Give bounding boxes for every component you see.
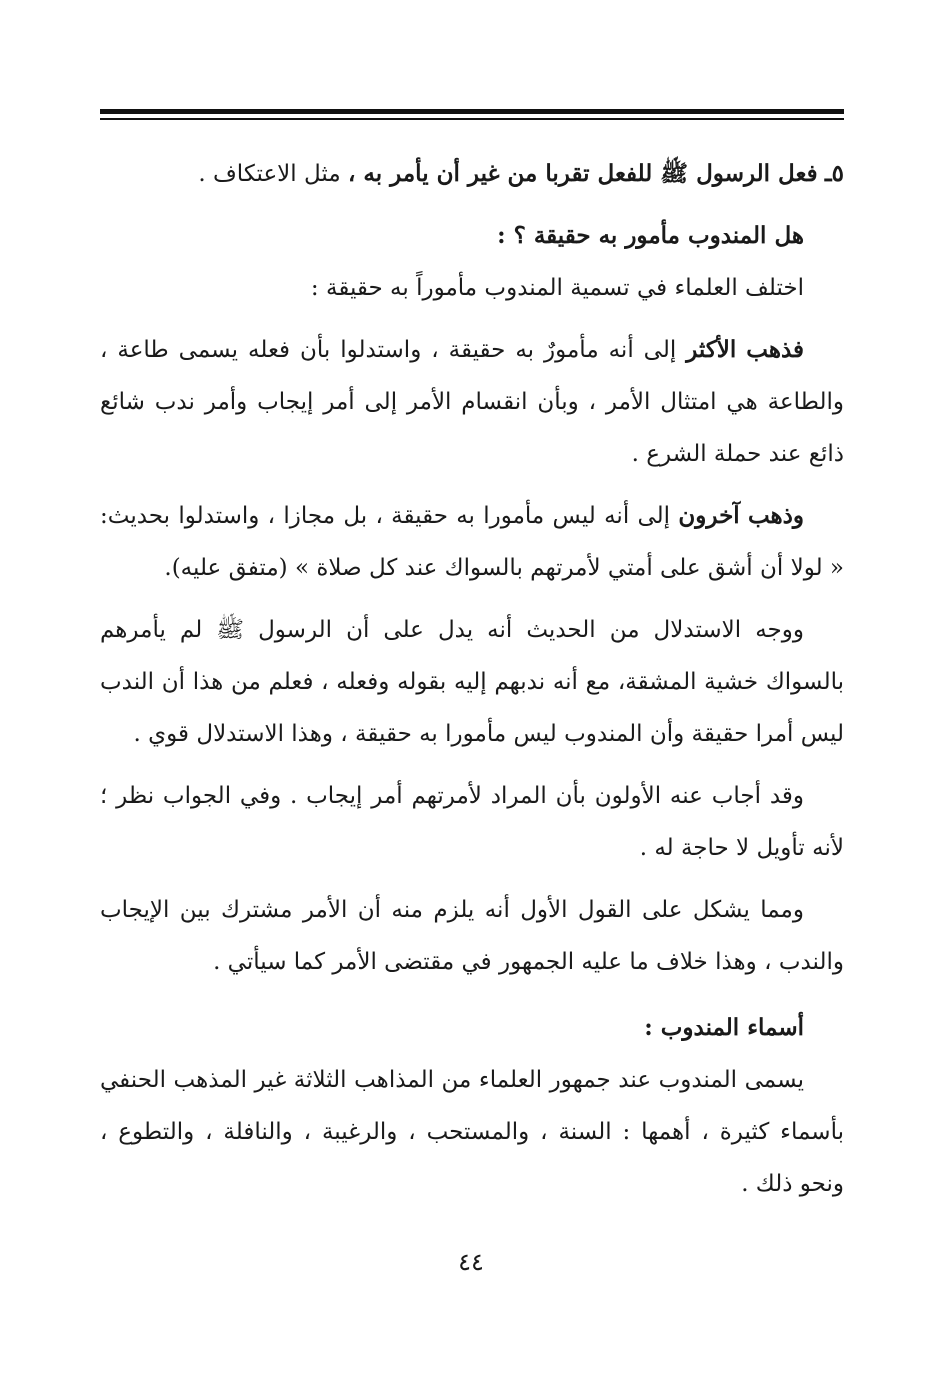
paragraph-others-view	[100, 490, 844, 594]
paragraph-reply: وقد أجاب عنه الأولون بأن المراد لأمرتهم أمر إيجاب . وفي الجواب نظر ؛ لأنه تأويل لا حاجة له .	[100, 783, 844, 861]
heading-is-recommended-commanded: هل المندوب مأمور به حقيقة ؟ :	[497, 222, 804, 249]
item-5-bold-text: فعل الرسول ﷺ للفعل تقربا من غير أن يأمر به ،	[348, 160, 818, 187]
header-rule-thin	[100, 118, 844, 120]
paragraph-reasoning: ووجه الاستدلال من الحديث أنه يدل على أن الرسول ﷺ لم يأمرهم بالسواك خشية المشقة، مع أنه ندبهم إليه بقوله وفعله ، فعلم من هذا أن الندب ليس أمرا حقيقة وأن المندوب ليس مأمورا به حقيقة ، وهذا الاستدلال قوي .	[100, 617, 844, 747]
paragraph-problem: ومما يشكل على القول الأول أنه يلزم منه أن الأمر مشترك بين الإيجاب والندب ، وهذا خلاف ما عليه الجمهور في مقتضى الأمر كما سيأتي .	[100, 897, 844, 975]
majority-rest: إلى أنه مأمورٌ به حقيقة ، واستدلوا بأن فعله يسمى طاعة ، والطاعة هي امتثال الأمر ، وبأن انقسام الأمر إلى أمر إيجاب وأمر ندب شائع ذائع عند حملة الشرع .	[100, 337, 844, 467]
page-body	[100, 148, 844, 1210]
paragraph-majority-view	[100, 324, 844, 480]
item-5-number: ٥ـ	[824, 160, 844, 187]
paragraph-intro: اختلف العلماء في تسمية المندوب مأموراً به حقيقة :	[310, 275, 804, 301]
majority-lead: فذهب	[746, 336, 805, 363]
majority-bold: الأكثر	[686, 336, 737, 363]
page-number: ٤٤	[458, 1248, 484, 1276]
others-bold: آخرون	[678, 502, 740, 529]
others-lead: وذهب	[747, 502, 805, 529]
heading-names-of-recommended: أسماء المندوب :	[644, 1014, 804, 1041]
others-rest: إلى أنه ليس مأمورا به حقيقة ، بل مجازا ، واستدلوا بحديث: « لولا أن أشق على أمتي لأمرتهم بالسواك عند كل صلاة » (متفق عليه).	[100, 503, 844, 581]
header-rule-thick	[100, 109, 844, 114]
paragraph-names: يسمى المندوب عند جمهور العلماء من المذاهب الثلاثة غير المذهب الحنفي بأسماء كثيرة ، أهمها : السنة ، والمستحب ، والرغيبة ، والنافلة ، والتطوع ، ونحو ذلك .	[100, 1067, 844, 1197]
item-5-rest: مثل الاعتكاف .	[198, 161, 341, 187]
item-5	[100, 148, 844, 200]
